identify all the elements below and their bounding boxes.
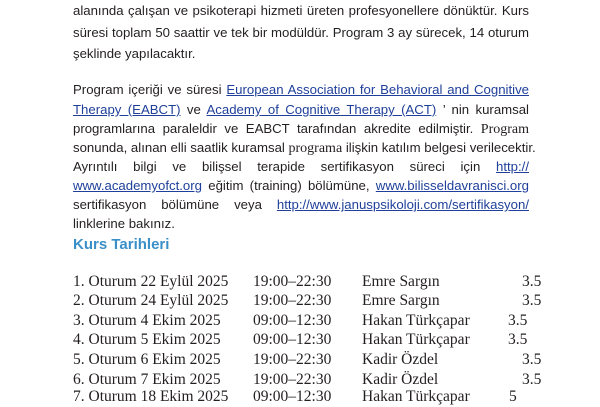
- eabct-link[interactable]: European Association for Behavioral and Cognitive: [226, 82, 529, 97]
- session-instructor: Emre Sargın: [362, 292, 440, 309]
- session-time: 09:00–12:30: [253, 331, 332, 348]
- eabct-link-cont[interactable]: Therapy (EABCT): [73, 102, 181, 117]
- session-instructor: Kadir Özdel: [362, 351, 439, 368]
- session-row: [73, 291, 573, 311]
- academyofct-link-cont[interactable]: www.academyofct.org: [73, 178, 202, 193]
- session-instructor: Kadir Özdel: [362, 371, 439, 388]
- session-instructor: Hakan Türkçapar: [362, 388, 470, 405]
- program-text: ilişkin katılım belgesi verilecektir.: [345, 140, 536, 155]
- session-row: [73, 311, 573, 331]
- program-line-6: [73, 177, 529, 194]
- session-time: 19:00–22:30: [253, 292, 332, 309]
- program-word: Program: [480, 122, 529, 137]
- session-time: 19:00–22:30: [253, 371, 332, 388]
- session-hours: 3.5: [522, 292, 542, 309]
- session-hours: 3.5: [522, 371, 542, 388]
- program-text: programlarına paraleldir ve EABCT tarafından akredite edilmiştir.: [73, 121, 481, 136]
- session-time: 19:00–22:30: [253, 351, 332, 368]
- program-line-5: [73, 158, 529, 175]
- session-label: 6. Oturum 7 Ekim 2025: [73, 371, 221, 388]
- program-line-3: [73, 120, 529, 138]
- program-text: ve: [186, 102, 207, 117]
- session-instructor: Hakan Türkçapar: [362, 331, 470, 348]
- act-link[interactable]: Academy of Cognitive Therapy (ACT): [206, 102, 437, 117]
- session-time: 09:00–12:30: [253, 388, 332, 405]
- program-text: Program içeriği ve süresi: [73, 82, 227, 97]
- session-instructor: Emre Sargın: [362, 273, 440, 290]
- session-instructor: Hakan Türkçapar: [362, 312, 470, 329]
- januspsikoloji-link[interactable]: http://www.januspsikoloji.com/sertifikasyon/: [276, 197, 529, 212]
- intro-line-3: şeklinde yapılacaktır.: [73, 46, 196, 61]
- session-label: 4. Oturum 5 Ekim 2025: [73, 331, 221, 348]
- session-label: 1. Oturum 22 Eylül 2025: [73, 273, 229, 290]
- program-line-1: [73, 81, 529, 98]
- academyofct-link[interactable]: http://: [496, 159, 529, 174]
- program-line-7: [73, 196, 529, 213]
- session-time: 09:00–12:30: [253, 312, 332, 329]
- session-label: 3. Oturum 4 Ekim 2025: [73, 312, 221, 329]
- intro-line-1: alanında çalışan ve psikoterapi hizmeti üreten profesyonellere dönüktür. Kurs: [73, 3, 529, 18]
- session-label: 5. Oturum 6 Ekim 2025: [73, 351, 221, 368]
- session-hours: 3.5: [522, 273, 542, 290]
- session-label: 7. Oturum 18 Ekim 2025: [73, 388, 229, 405]
- session-hours: 5: [509, 388, 517, 405]
- program-line-2: [73, 101, 529, 118]
- program-line-8: linklerine bakınız.: [73, 216, 175, 231]
- program-line-4: [73, 139, 536, 157]
- session-row: [73, 272, 573, 292]
- course-dates-heading: Kurs Tarihleri: [73, 236, 170, 253]
- session-row: [73, 387, 573, 407]
- session-hours: 3.5: [508, 331, 528, 348]
- session-hours: 3.5: [508, 312, 528, 329]
- bilisseldavranisci-link[interactable]: www.bilisseldavranisci.org: [375, 178, 529, 193]
- session-label: 2. Oturum 24 Eylül 2025: [73, 292, 229, 309]
- session-hours: 3.5: [522, 351, 542, 368]
- intro-line-2: süresi toplam 50 saattir ve tek bir modüldür. Program 3 ay sürecek, 14 oturum: [73, 25, 529, 40]
- program-text: Ayrıntılı bilgi ve bilişsel terapide sertifikasyon süreci için: [73, 159, 496, 174]
- session-row: [73, 330, 573, 350]
- program-text: sertifikasyon bölümüne veya: [73, 197, 277, 212]
- session-row: [73, 350, 573, 370]
- program-text: eğitim (training) bölümüne,: [208, 178, 376, 193]
- program-word: programa: [288, 141, 343, 156]
- program-text: ’ nin kuramsal: [442, 102, 529, 117]
- session-time: 19:00–22:30: [253, 273, 332, 290]
- program-text: sonunda, alınan elli saatlik kuramsal: [73, 140, 289, 155]
